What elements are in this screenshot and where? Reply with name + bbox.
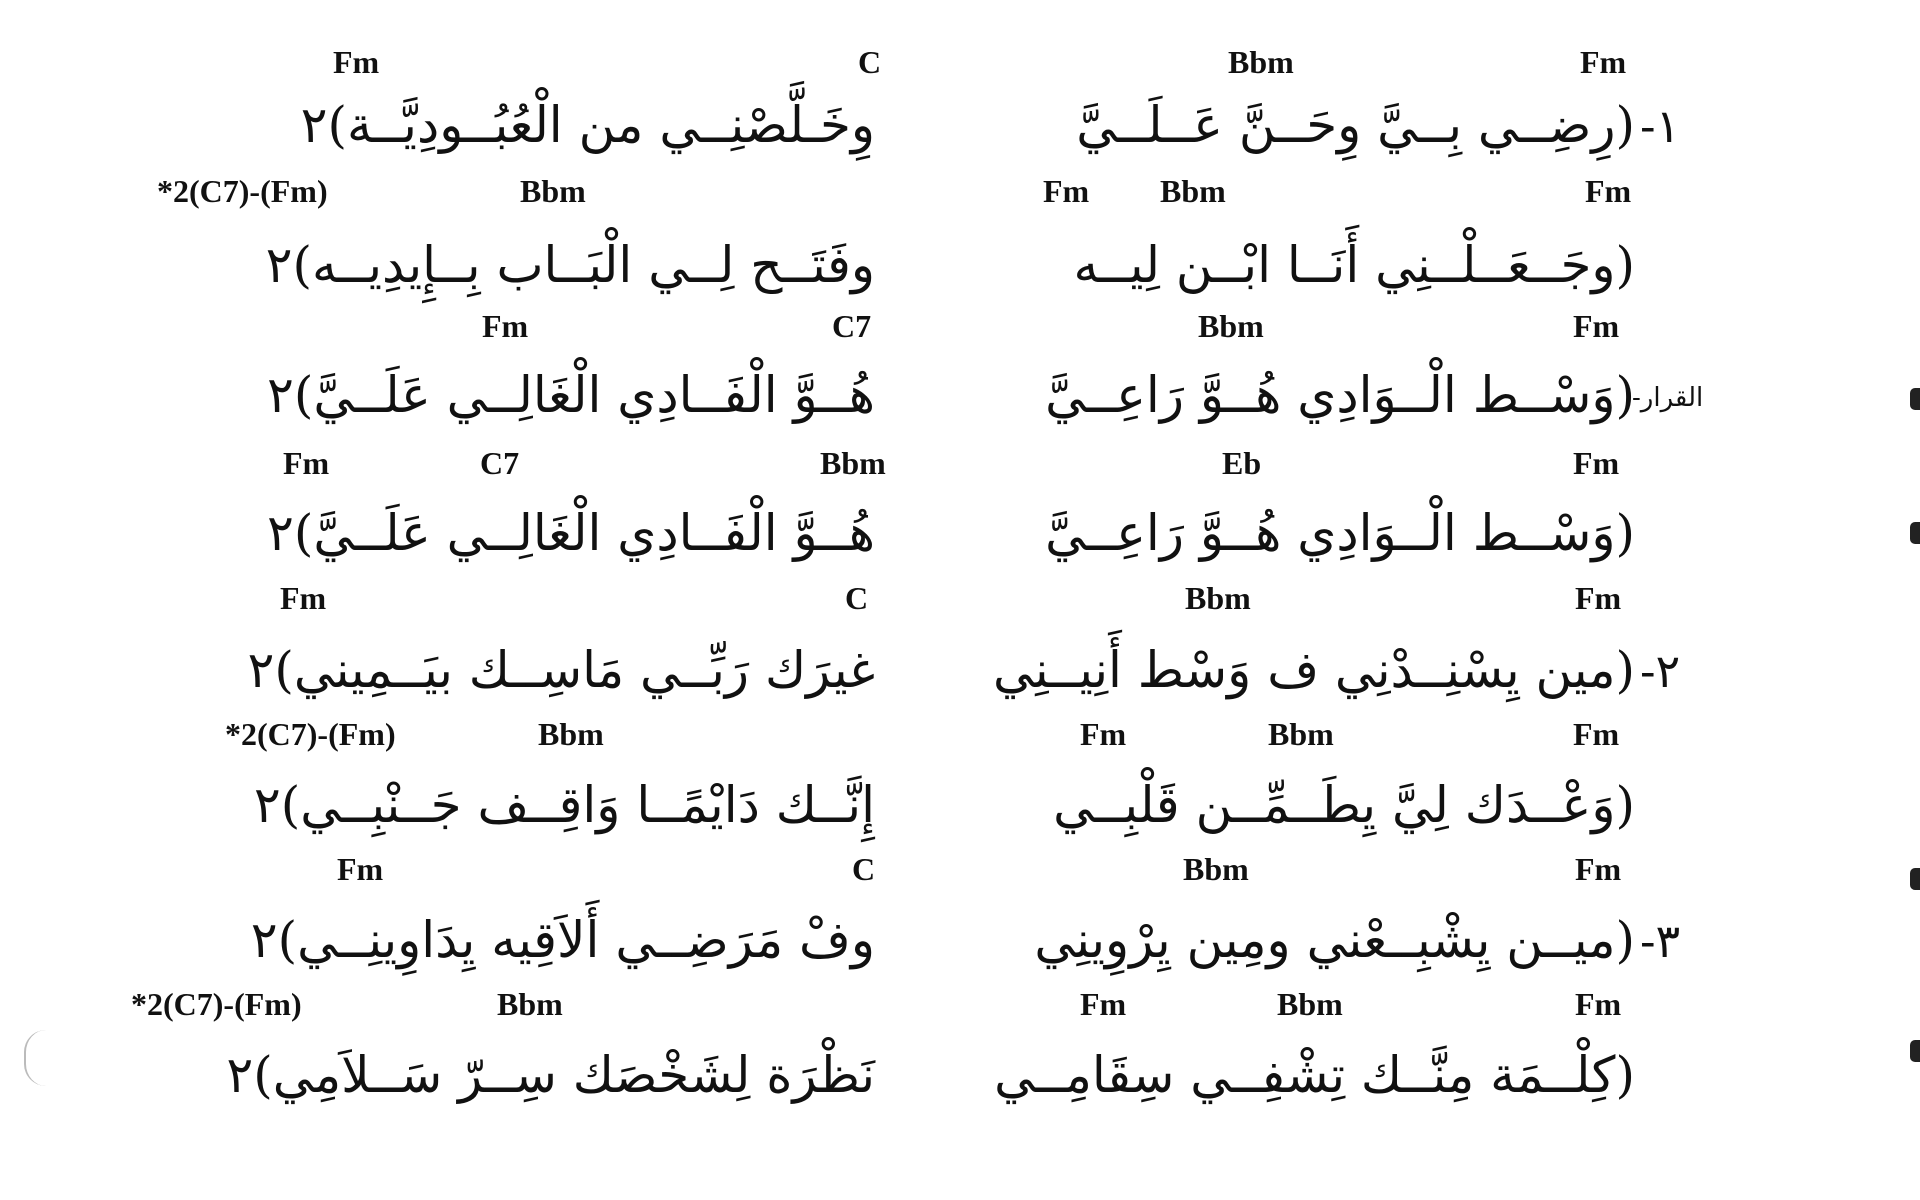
edge-bullet-mark [1910, 522, 1920, 544]
chord-label: Bbm [497, 986, 563, 1022]
chorus-label: القرار- [1632, 383, 1704, 413]
chord-label: Fm [1043, 173, 1090, 209]
chord-label: Fm [1573, 716, 1620, 752]
chord-label: Bbm [1268, 716, 1334, 752]
chord-label: C7 [832, 308, 872, 344]
edge-bullet-mark [1910, 868, 1920, 890]
chord-label: C [852, 851, 876, 887]
chord-label: *2(C7)-(Fm) [131, 986, 302, 1022]
lyric-right-half: (وجَــعَــلْــنِي أَنَــا ابْــن لِيــه [1073, 236, 1635, 294]
lyric-left-half: نَظْرَة لِشَخْصَك سِــرّ سَــلاَمِي)٢ [226, 1046, 875, 1104]
chord-label: Fm [1580, 44, 1627, 80]
chord-label: C7 [480, 445, 520, 481]
chord-label: Bbm [1160, 173, 1226, 209]
lyric-right-half: (ميــن يِشْبِــعْني ومِين يِرْوِينِي [1034, 911, 1635, 969]
verse-number: ١- [1640, 99, 1681, 153]
chord-label: Bbm [1277, 986, 1343, 1022]
lyric-right-half: (كِلْــمَة مِنَّــك تِشْفِــي سِقَامِــي [994, 1046, 1635, 1104]
chord-label: Fm [1080, 716, 1127, 752]
chord-label: Bbm [1183, 851, 1249, 887]
chord-label: Fm [482, 308, 529, 344]
chord-label: C [858, 44, 882, 80]
chord-label: *2(C7)-(Fm) [157, 173, 328, 209]
edge-bullet-mark [1910, 1040, 1920, 1062]
scan-bracket-mark [24, 1030, 48, 1086]
chord-label: Bbm [820, 445, 886, 481]
chord-label: Fm [1573, 445, 1620, 481]
lyric-right-half: (رِضِــي بِــيَّ وِحَــنَّ عَــلَــيَّ [1076, 96, 1635, 154]
chord-label: Fm [1080, 986, 1127, 1022]
verse-number: ٢- [1640, 644, 1681, 698]
edge-bullet-mark [1910, 388, 1920, 410]
lyric-left-half: وفَتَــح لِــي الْبَــاب بِــإِيدِيــه)٢ [265, 236, 875, 294]
lyric-right-half: (مين يِسْنِــدْنِي ف وَسْط أَنِيــنِي [992, 641, 1635, 699]
lyric-left-half: وِخَـلَّصْنِــي من الْعُبُــودِيَّــة)٢ [300, 96, 875, 154]
lyric-left-half: هُــوَّ الْفَــادِي الْغَالِــي عَلَــيَّ)٢ [267, 504, 875, 562]
chord-label: Fm [337, 851, 384, 887]
chord-label: Fm [283, 445, 330, 481]
chord-label: Fm [1575, 986, 1622, 1022]
chord-label: Fm [333, 44, 380, 80]
chord-label: C [845, 580, 869, 616]
lyric-left-half: إِنَّــك دَايْمًــا وَاقِــف جَــنْبِــي)٢ [253, 776, 875, 834]
verse-number: ٣- [1640, 914, 1681, 968]
lyric-left-half: وفْ مَرَضِــي أَلاَقِيه يِدَاوِينِــي)٢ [250, 911, 875, 969]
chord-label: *2(C7)-(Fm) [225, 716, 396, 752]
lyric-right-half: (وَسْــط الْــوَادِي هُــوَّ رَاعِــيَّ [1045, 366, 1635, 424]
lyric-right-half: (وَسْــط الْــوَادِي هُــوَّ رَاعِــيَّ [1045, 504, 1635, 562]
lyric-left-half: هُــوَّ الْفَــادِي الْغَالِــي عَلَــيَّ)٢ [267, 366, 875, 424]
chord-label: Bbm [538, 716, 604, 752]
chord-label: Fm [1573, 308, 1620, 344]
chord-label: Fm [1575, 851, 1622, 887]
chord-label: Eb [1222, 445, 1262, 481]
chord-label: Fm [1585, 173, 1632, 209]
chord-label: Fm [280, 580, 327, 616]
chord-label: Bbm [1228, 44, 1294, 80]
lyric-right-half: (وَعْــدَك لِيَّ يِطَــمِّــن قَلْبِــي [1053, 776, 1635, 834]
lyric-left-half: غيرَك رَبِّــي مَاسِــك بيَــمِيني)٢ [247, 641, 875, 699]
chord-label: Bbm [520, 173, 586, 209]
chord-label: Bbm [1185, 580, 1251, 616]
chord-label: Bbm [1198, 308, 1264, 344]
chord-label: Fm [1575, 580, 1622, 616]
